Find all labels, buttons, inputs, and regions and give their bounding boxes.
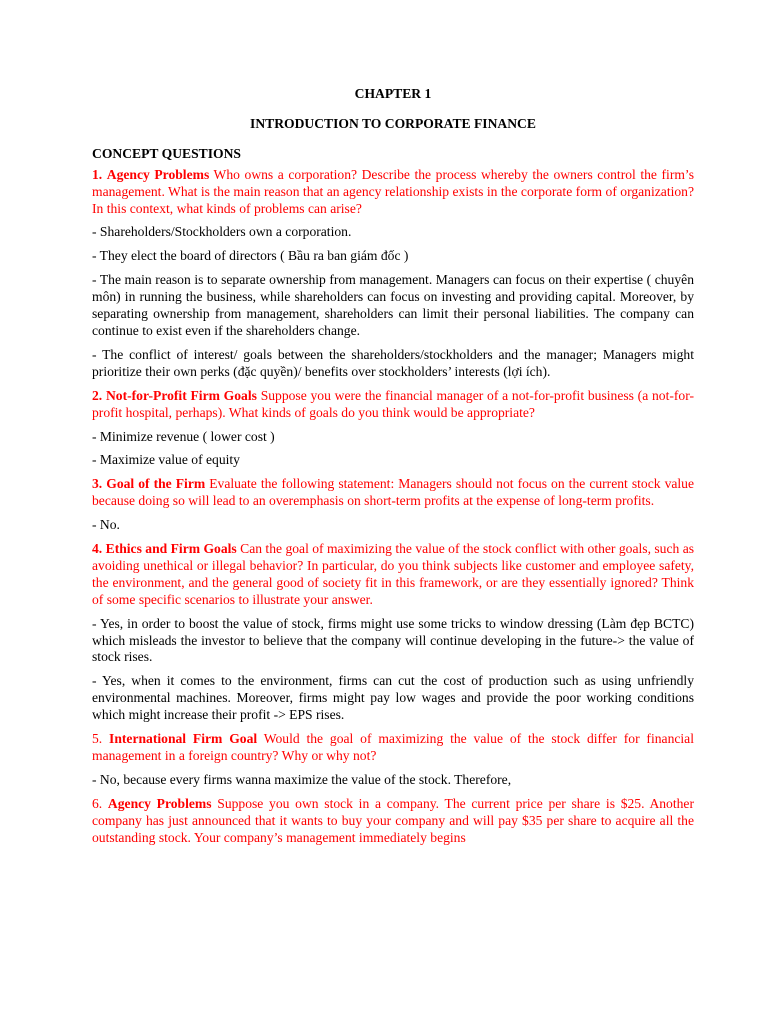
answer-4-1: - Yes, in order to boost the value of stock, firms might use some tricks to window dressing (Làm đẹp BCTC) which misleads the investor to believe that the company will continue developing in the future-> the value of stock rises. (92, 615, 694, 665)
question-3-text: Evaluate the following statement: Managers should not focus on the current stock value because doing so will lead to an overemphasis on short-term profits at the expense of long-term profits. (92, 476, 695, 509)
question-3-heading: Goal of the Firm (106, 476, 206, 492)
answer-4-2: - Yes, when it comes to the environment, firms can cut the cost of production such as using unfriendly environmental machines. Moreover, firms might pay low wages and provide the poor working conditions which might increase their profit -> EPS rises. (92, 673, 694, 723)
document-page (92, 86, 694, 854)
section-heading: CONCEPT QUESTIONS (92, 145, 241, 161)
question-3-number: 3. (92, 476, 103, 492)
question-1 (92, 167, 694, 218)
answer-5-1: - No, because every firms wanna maximize the value of the stock. Therefore, (92, 771, 512, 787)
answer-1-3: - The main reason is to separate ownership from management. Managers can focus on their expertise ( chuyên môn) in running the business, while shareholders can focus on investing and providing capital. Moreover, by separating ownership from management, shareholders can limit their personal liabilities. The company can continue to exist even if the shareholders change. (92, 272, 694, 338)
question-5-text: Would the goal of maximizing the value of the stock differ for financial management in a foreign country? Why or why not? (92, 731, 694, 763)
question-1-heading: Agency Problems (106, 166, 210, 182)
question-6-number: 6. (92, 795, 103, 811)
answer-3-1: - No. (92, 517, 120, 533)
answer-2-2: - Maximize value of equity (92, 452, 240, 468)
question-1-text: Who owns a corporation? Describe the process whereby the owners control the firm’s management. What is the main reason that an agency relationship exists in the corporate form of organization? In this context, what kinds of problems can arise? (92, 166, 694, 216)
answer-2-1: - Minimize revenue ( lower cost ) (92, 428, 275, 444)
question-5 (92, 731, 694, 765)
question-5-number: 5. (92, 731, 103, 747)
answer-1-1: - Shareholders/Stockholders own a corporation. (92, 224, 352, 240)
question-4-heading: Ethics and Firm Goals (105, 541, 237, 557)
answer-1-4: - The conflict of interest/ goals between the shareholders/stockholders and the manager; Managers might prioritize their own perks (đặc quyền)/ benefits over stockholders’ interests (lợi ích). (92, 346, 694, 379)
question-4-text: Can the goal of maximizing the value of the stock conflict with other goals, such as avoiding unethical or illegal behavior? In particular, do you think subjects like customer and employee safety, the environment, and the general good of society fit in this framework, or are they essentially ignored? Think of some specific scenarios to illustrate your answer. (92, 541, 695, 607)
question-1-number: 1. (92, 166, 103, 182)
question-4 (92, 541, 694, 609)
question-3 (92, 476, 694, 510)
chapter-title: INTRODUCTION TO CORPORATE FINANCE (250, 115, 536, 131)
question-2-number: 2. (92, 387, 103, 403)
question-5-heading: International Firm Goal (109, 731, 258, 747)
chapter-heading: CHAPTER 1 (354, 86, 432, 101)
question-6-heading: Agency Problems (107, 795, 212, 811)
question-2-text: Suppose you were the financial manager of a not-for-profit business (a not-for-profit hospital, perhaps). What kinds of goals do you think would be appropriate? (92, 387, 694, 420)
question-6-text: Suppose you own stock in a company. The current price per share is $25. Another company has just announced that it wants to buy your company and will pay $35 per share to acquire all the outstanding stock. Your company’s management immediately begins (92, 795, 694, 845)
question-4-number: 4. (92, 541, 103, 557)
question-2-heading: Not-for-Profit Firm Goals (105, 387, 257, 403)
question-6 (92, 796, 694, 847)
answer-1-2: - They elect the board of directors ( Bầu ra ban giám đốc ) (92, 248, 409, 264)
question-2 (92, 388, 694, 422)
